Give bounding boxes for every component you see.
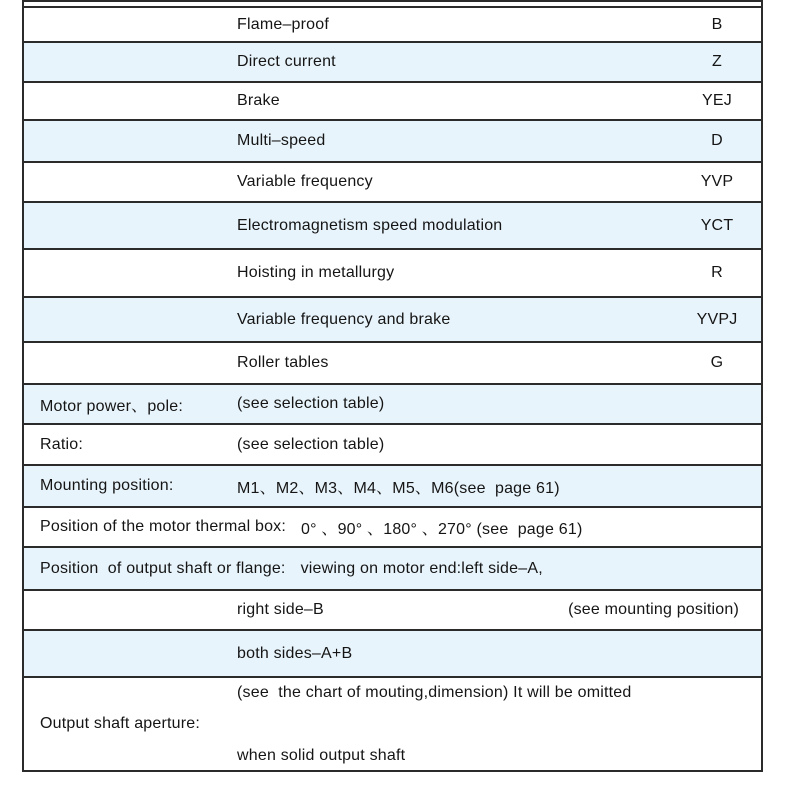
row-mid [237,217,673,235]
table-row [24,383,761,423]
row-value: 0° 、90° 、180° 、270° (see page 61) [301,520,583,538]
table-row [24,41,761,81]
row-value: viewing on motor end:left side–A, [300,559,543,577]
table-row [24,161,761,201]
row-code: G [710,354,724,371]
table-row [24,248,761,296]
row-value: M1、M2、M3、M4、M5、M6(see page 61) [237,479,560,497]
table-row [24,119,761,161]
row-mid [237,264,673,282]
row-note: (see mounting position) [568,601,739,618]
row-value: Hoisting in metallurgy [237,264,395,281]
row-mid [237,601,761,619]
row-code: YVPJ [696,310,738,328]
row-mid [237,475,761,498]
table-row [24,676,761,770]
row-code: R [711,264,723,281]
table-row [24,296,761,341]
row-mid [237,640,761,808]
row-label: Ratio: [40,435,83,453]
row-mid [237,311,673,329]
row-value: right side–B [237,601,324,618]
row-mid [237,173,673,191]
motor-spec-table [22,0,763,772]
row-value: (see selection table) [237,395,385,412]
table-row [24,6,761,41]
row-code: YVP [700,173,734,190]
row-value: Roller tables [237,354,329,371]
row-value: Multi–speed [237,132,326,149]
row-mid [237,16,673,34]
table-row [24,81,761,119]
row-value: Direct current [237,53,336,70]
row-value-line1: (see the chart of mouting,dimension) It will be omitted [237,683,632,701]
row-value: Variable frequency [237,173,373,190]
row-code: Z [712,53,722,70]
row-value: both sides–A+B [237,644,353,662]
row-value: Electromagnetism speed modulation [237,216,503,234]
row-mid [237,132,673,150]
table-row [24,546,761,589]
row-mid [237,92,673,110]
row-value-line2: when solid output shaft [237,747,406,765]
table-row [24,341,761,383]
row-label: Position of the motor thermal box: [40,518,287,535]
row-label: Motor power、pole: [40,397,184,415]
row-mid [237,53,673,71]
row-mid [237,354,673,372]
table-row [24,201,761,248]
row-label: Mounting position: [40,477,174,494]
row-mid [286,560,761,578]
row-value: Flame–proof [237,15,330,33]
table-row [24,589,761,629]
row-label: Position of output shaft or flange: [40,559,286,577]
row-code: D [711,132,723,149]
row-label: Output shaft aperture: [40,715,201,732]
row-code: B [711,15,723,33]
row-mid [237,395,761,413]
row-code: YCT [700,216,734,234]
row-mid [237,436,761,454]
row-code: YEJ [702,92,732,109]
row-value [237,640,632,808]
row-value: Brake [237,92,280,109]
row-value: Variable frequency and brake [237,310,451,328]
row-value: (see selection table) [237,435,385,453]
row-mid [286,516,761,539]
table-row [24,506,761,546]
table-row [24,423,761,464]
table-row [24,464,761,506]
